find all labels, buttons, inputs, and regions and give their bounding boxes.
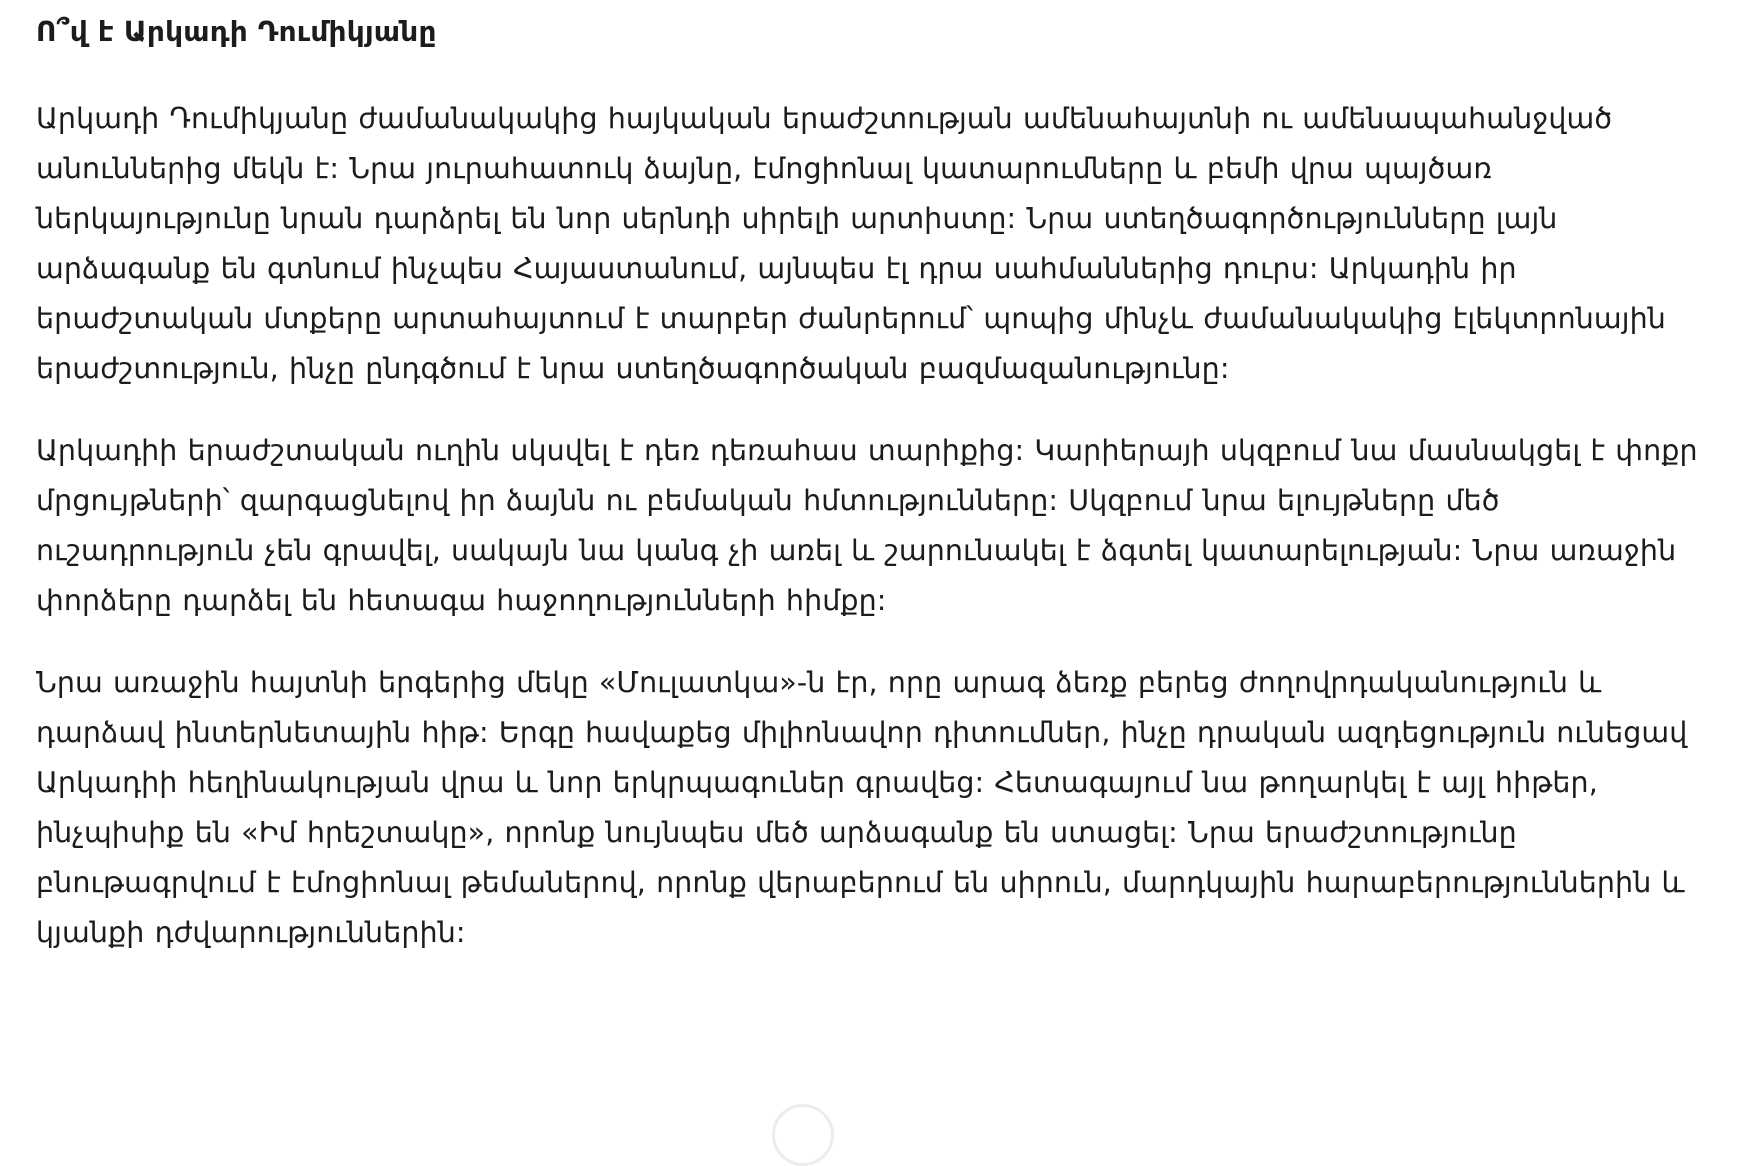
loading-spinner-icon xyxy=(772,1104,834,1166)
article-body xyxy=(36,14,1704,990)
article-paragraph: Արկադի Դումիկյանը ժամանակակից հայկական երաժշտության ամենահայտնի ու ամենապահանջված անուններից մեկն է: Նրա յուրահատուկ ձայնը, էմոցիոնալ կատարումները և բեմի վրա պայծառ ներկայությունը նրան դարձրել են նոր սերնդի սիրելի արտիստը: Նրա ստեղծագործությունները լայն արձագանք են գտնում ինչպես Հայաստանում, այնպես էլ դրա սահմաններից դուրս: Արկադին իր երաժշտական մտքերը արտահայտում է տարբեր ժանրերում՝ պոպից մինչև ժամանակակից էլեկտրոնային երաժշտություն, ինչը ընդգծում է նրա ստեղծագործական բազմազանությունը: xyxy=(36,102,1666,386)
article-paragraph: Արկադիի երաժշտական ուղին սկսվել է դեռ դեռահաս տարիքից: Կարիերայի սկզբում նա մասնակցել է փոքր մրցույթների՝ զարգացնելով իր ձայնն ու բեմական հմտությունները: Սկզբում նրա ելույթները մեծ ուշադրություն չեն գրավել, սակայն նա կանգ չի առել և շարունակել է ձգտել կատարելության: Նրա առաջին փորձերը դարձել են հետագա հաջողությունների հիմքը: xyxy=(36,434,1698,618)
article-paragraph: Նրա առաջին հայտնի երգերից մեկը «Մուլատկա»-ն էր, որը արագ ձեռք բերեց ժողովրդականություն և դարձավ ինտերնետային հիթ: Երգը հավաքեց միլիոնավոր դիտումներ, ինչը դրական ազդեցություն ունեցավ Արկադիի հեղինակության վրա և նոր երկրպագուներ գրավեց: Հետագայում նա թողարկել է այլ հիթեր, ինչպիսիք են «Իմ հրեշտակը», որոնք նույնպես մեծ արձագանք են ստացել: Նրա երաժշտությունը բնութագրվում է էմոցիոնալ թեմաներով, որոնք վերաբերում են սիրուն, մարդկային հարաբերություններին և կյանքի դժվարություններին: xyxy=(36,666,1688,950)
page-title: Ո՞վ է Արկադի Դումիկյանը xyxy=(36,15,437,48)
